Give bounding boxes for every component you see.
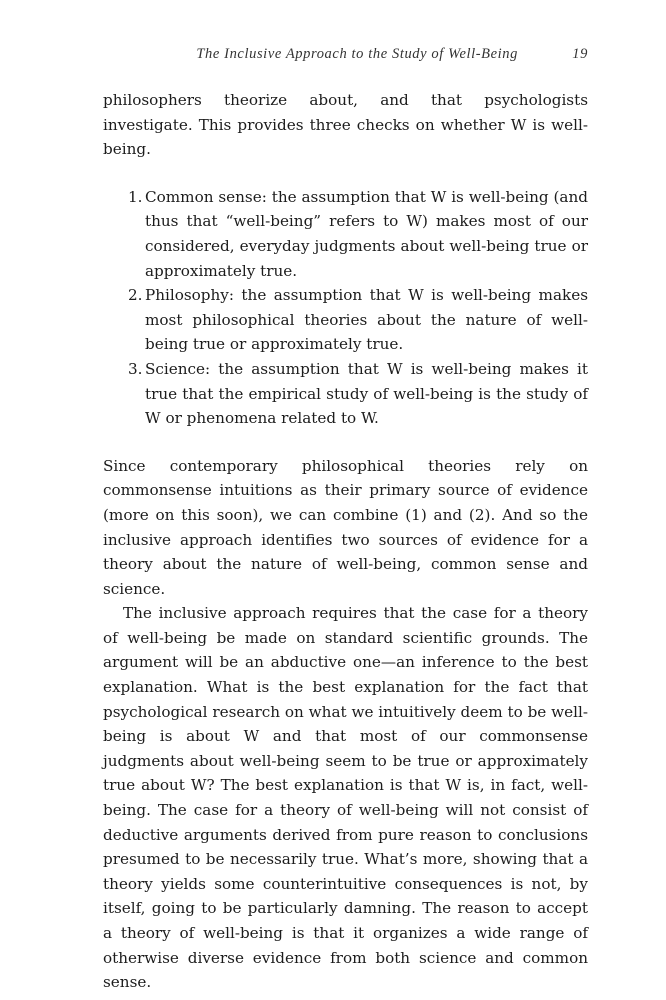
checks-list [103,185,588,431]
list-item [128,283,588,357]
body-text [103,88,588,995]
list-item [128,357,588,431]
list-number: 1. [128,187,143,206]
list-item-text: Science: the assumption that W is well-being makes it true that the empirical study of well-being is the study of W or phenomena related to W. [145,359,588,428]
list-item [128,185,588,283]
intro-paragraph: philosophers theorize about, and that psychologists investigate. This provides three checks on whether W is well-being. [103,91,588,159]
page-number: 19 [572,46,588,62]
body-paragraph: Since contemporary philosophical theories rely on commonsense intuitions as their primary source of evidence (more on this soon), we can combine (1) and (2). And so the inclusive approach identifies two sources of evidence for a theory about the nature of well-being, common sense and science. [103,456,588,598]
running-title: The Inclusive Approach to the Study of Well-Being [196,46,518,62]
list-number: 3. [128,359,143,378]
body-paragraph: The inclusive approach requires that the case for a theory of well-being be made on standard scientific grounds. The argument will be an abductive one—an inference to the best explanation. What is the best explanation for the fact that psychological research on what we intuitively deem to be well-being is about W and that most of our commonsense judgments about well-being seem to be true or approximately true about W? The best explanation is that W is, in fact, well-being. The case for a theory of well-being will not consist of deductive arguments derived from pure reason to conclusions presumed to be necessarily true. What’s more, showing that a theory yields some counterintuitive consequences is not, by itself, going to be particularly damning. The reason to accept a theory of well-being is that it organizes a wide range of otherwise diverse evidence from both science and common sense. [103,604,588,992]
list-number: 2. [128,286,143,305]
list-item-text: Common sense: the assumption that W is well-being (and thus that “well-being” refers to W) makes most of our considered, everyday judgments about well-being true or approximately true. [145,187,588,280]
list-item-text: Philosophy: the assumption that W is well-being makes most philosophical theories about the nature of well-being true or approximately true. [145,286,588,354]
